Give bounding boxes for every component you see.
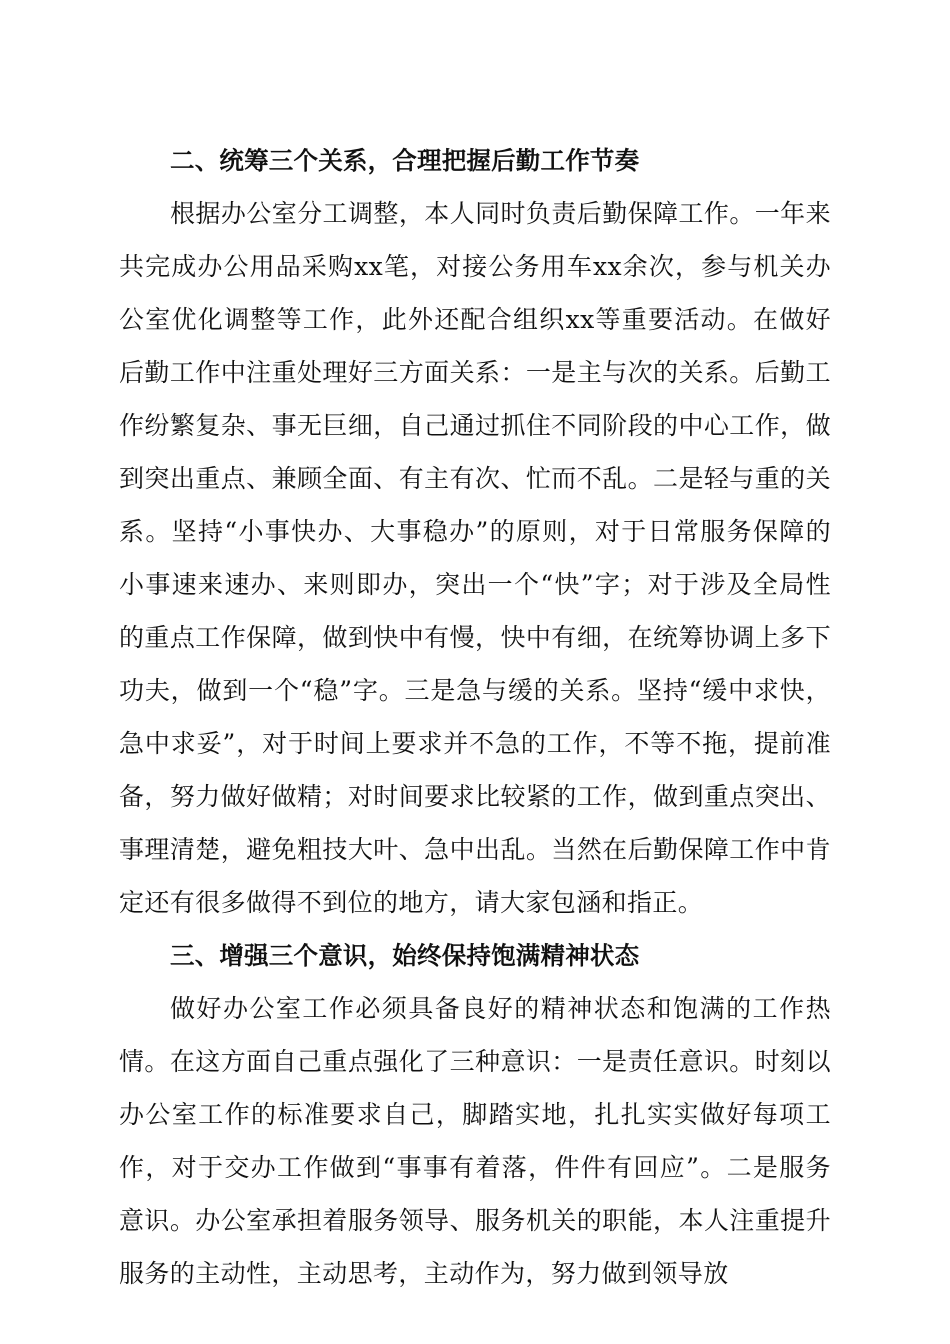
section-2-heading: 二、统筹三个关系，合理把握后勤工作节奏 <box>170 146 640 175</box>
section-3-paragraph: 做好办公室工作必须具备良好的精神状态和饱满的工作热情。在这方面自己重点强化了三种意识：一是责任意识。时刻以办公室工作的标准要求自己，脚踏实地，扎扎实实做好每项工作，对于交办工作做到“事事有着落，件件有回应”。二是服务意识。办公室承担着服务领导、服务机关的职能，本人注重提升服务的主动性，主动思考，主动作为，努力做到领导放 <box>119 994 831 1288</box>
section-3-heading: 三、增强三个意识，始终保持饱满精神状态 <box>170 941 640 970</box>
document-body <box>119 134 831 1300</box>
section-2-paragraph: 根据办公室分工调整，本人同时负责后勤保障工作。一年来共完成办公用品采购xx笔，对接公务用车xx余次，参与机关办公室优化调整等工作，此外还配合组织xx等重要活动。在做好后勤工作中注重处理好三方面关系：一是主与次的关系。后勤工作纷繁复杂、事无巨细，自己通过抓住不同阶段的中心工作，做到突出重点、兼顾全面、有主有次、忙而不乱。二是轻与重的关系。坚持“小事快办、大事稳办”的原则，对于日常服务保障的小事速来速办、来则即办，突出一个“快”字；对于涉及全局性的重点工作保障，做到快中有慢，快中有细，在统筹协调上多下功夫，做到一个“稳”字。三是急与缓的关系。坚持“缓中求快，急中求妥”，对于时间上要求并不急的工作，不等不拖，提前准备，努力做好做精；对时间要求比较紧的工作，做到重点突出、事理清楚，避免粗技大叶、急中出乱。当然在后勤保障工作中肯定还有很多做得不到位的地方，请大家包涵和指正。 <box>119 199 831 917</box>
